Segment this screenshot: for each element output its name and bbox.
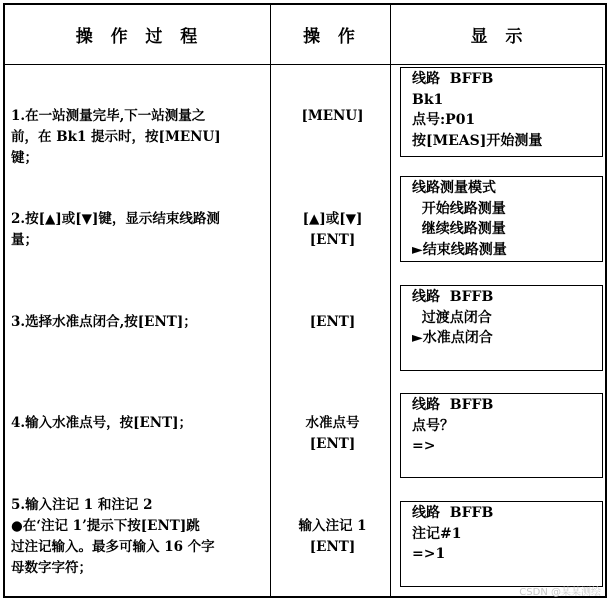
step-5-screen: 线路 BFFB 注记#1 =>1: [400, 501, 603, 587]
step-2-text: 2.按[▲]或[▼]键，显示结束线路测 量；: [11, 211, 220, 248]
header-operation: 操 作: [303, 27, 357, 47]
column-divider: [390, 5, 391, 596]
step-4-screen: 线路 BFFB 点号？ =>: [400, 393, 603, 478]
header-display: 显 示: [470, 27, 525, 47]
step-4-text: 4.输入水准点号，按[ENT]；: [11, 415, 193, 431]
step-1-key: [MENU]: [301, 108, 364, 124]
step-5-key: 输入注记 1 [ENT]: [298, 518, 367, 555]
step-1-screen: 线路 BFFB Bk1 点号:P01 按[MEAS]开始测量: [400, 67, 603, 157]
header-procedure: 操 作 过 程: [75, 27, 200, 47]
step-2-key: [▲]或[▼] [ENT]: [302, 211, 363, 248]
step-3-screen: 线路 BFFB 过渡点闭合 ►水准点闭合: [400, 285, 603, 371]
step-5-text: 5.输入注记 1 和注记 2 ●在‘注记 1’提示下按[ENT]跳 过注记输入。最多可输入 16 个字 母数字字符；: [11, 497, 215, 576]
column-divider: [270, 5, 271, 596]
step-3-text: 3.选择水准点闭合,按[ENT]；: [11, 314, 197, 330]
watermark: CSDN @某某测绘: [519, 587, 601, 598]
step-3-key: [ENT]: [309, 314, 356, 330]
step-4-key: 水准点号 [ENT]: [305, 415, 360, 452]
step-2-screen: 线路测量模式 开始线路测量 继续线路测量 ►结束线路测量: [400, 176, 603, 262]
operation-table: [3, 3, 607, 598]
header-divider: [5, 64, 605, 65]
step-1-text: 1.在一站测量完毕,下一站测量之 前，在 Bk1 提示时，按[MENU] 键；: [11, 108, 221, 166]
